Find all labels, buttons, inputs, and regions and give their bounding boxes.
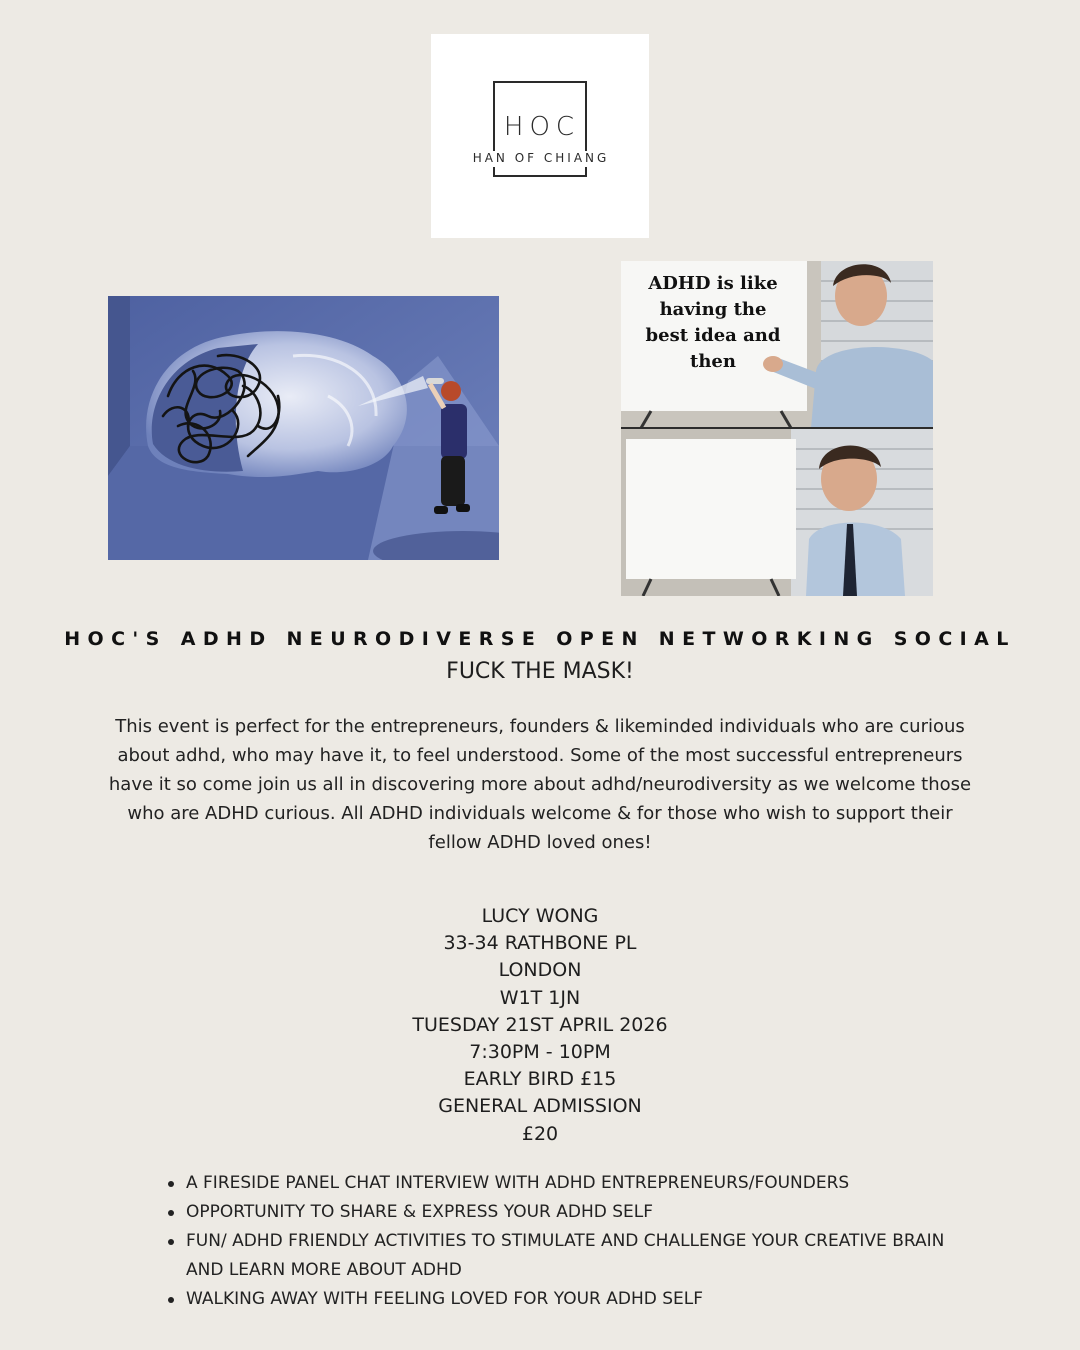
address-street: 33-34 RATHBONE PL [443, 932, 637, 955]
event-title: HOC'S ADHD NEURODIVERSE OPEN NETWORKING SOCIAL [64, 628, 1016, 650]
list-item: A FIRESIDE PANEL CHAT INTERVIEW WITH ADHD ENTREPRENEURS/FOUNDERS [165, 1169, 945, 1198]
general-admission-price: £20 [521, 1122, 559, 1145]
brain-flashlight-illustration [108, 296, 499, 560]
event-description: This event is perfect for the entrepreneurs, founders & likeminded individuals who are curious about adhd, who may have it, to feel understood. Some of the most successful entrepreneurs have it so come join us all in discovering more about adhd/neurodiversity as we welcome those who are ADHD curious. All ADHD individuals welcome & for those who wish to support their fellow ADHD loved ones! [108, 716, 972, 853]
logo-subtitle: HAN OF CHIANG [472, 151, 610, 165]
hoc-logo [431, 34, 649, 238]
general-admission-label: GENERAL ADMISSION [438, 1095, 642, 1118]
event-subtitle: FUCK THE MASK! [446, 659, 634, 684]
host-name: LUCY WONG [481, 905, 599, 927]
event-details [0, 903, 1080, 1148]
meme-top-panel [621, 261, 933, 428]
event-time: 7:30PM - 10PM [469, 1040, 611, 1063]
event-date: TUESDAY 21ST APRIL 2026 [412, 1013, 668, 1036]
brain-illustration-svg [108, 296, 499, 560]
list-item: WALKING AWAY WITH FEELING LOVED FOR YOUR ADHD SELF [165, 1285, 945, 1314]
adhd-meme-image [621, 261, 933, 596]
address-postcode: W1T 1JN [499, 986, 581, 1009]
list-item: FUN/ ADHD FRIENDLY ACTIVITIES TO STIMULATE AND CHALLENGE YOUR CREATIVE BRAIN AND LEARN MORE ABOUT ADHD [165, 1227, 945, 1285]
logo-mark: HOC [503, 112, 581, 142]
meme-bottom-panel [621, 429, 933, 596]
address-city: LONDON [498, 959, 582, 982]
meme-caption: ADHD is like having the best idea and then [645, 273, 781, 372]
event-highlights-list [165, 1169, 945, 1314]
list-item: OPPORTUNITY TO SHARE & EXPRESS YOUR ADHD SELF [165, 1198, 945, 1227]
price-early-bird: EARLY BIRD £15 [463, 1068, 617, 1091]
